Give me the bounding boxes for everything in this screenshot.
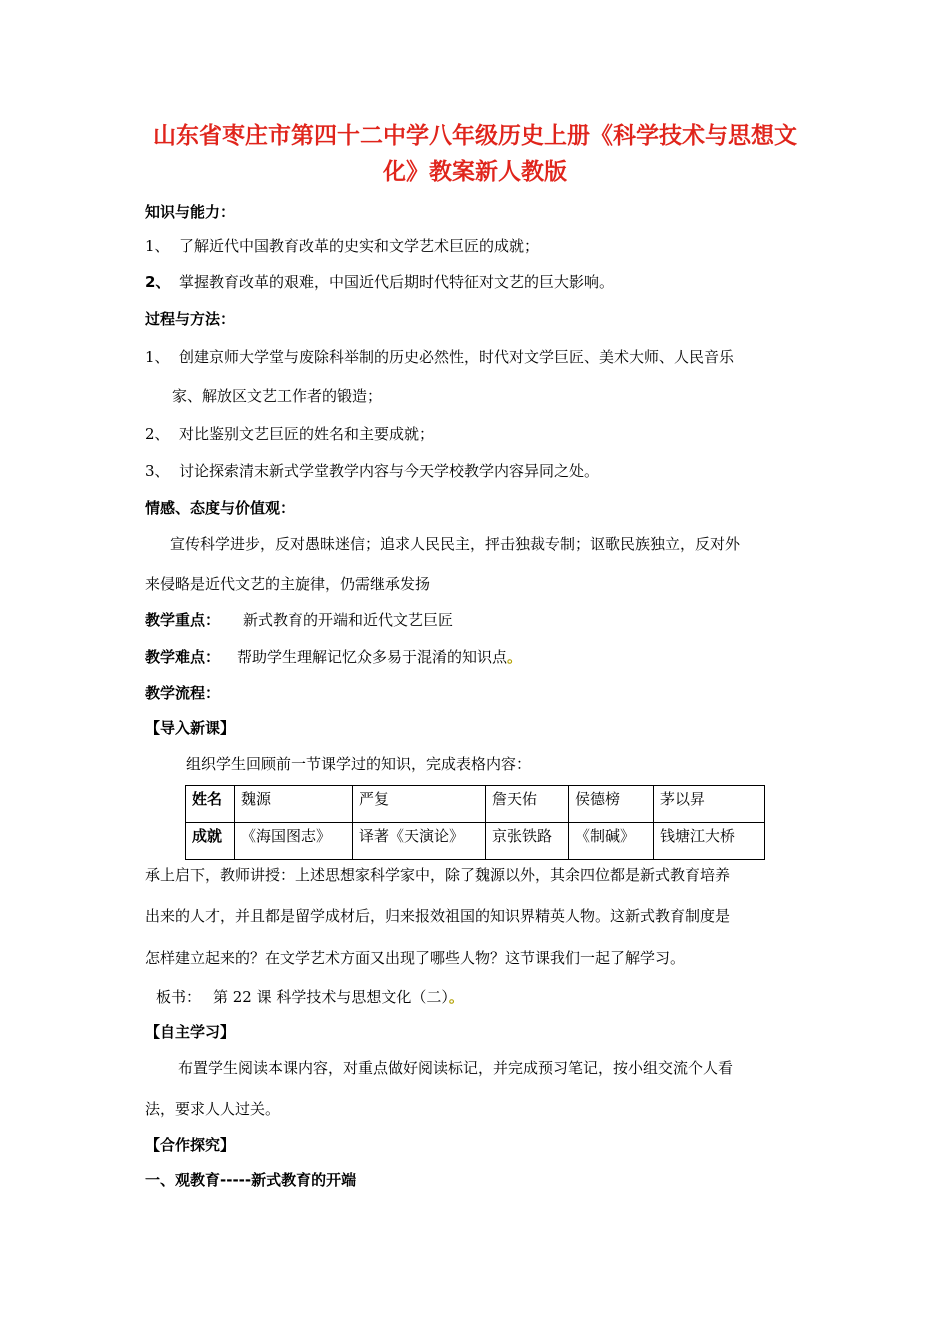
key-point-label: 教学重点： bbox=[145, 611, 221, 629]
table-cell: 严复 bbox=[353, 786, 486, 823]
knowledge-item-1 bbox=[145, 234, 539, 258]
difficulty-label: 教学难点： bbox=[145, 648, 221, 666]
board-mark: 。 bbox=[448, 988, 464, 1006]
intro-paragraph-line-1: 承上启下，教师讲授：上述思想家科学家中，除了魏源以外，其余四位都是新式教育培养 bbox=[145, 866, 731, 884]
self-study-line-1: 布置学生阅读本课内容，对重点做好阅读标记，并完成预习笔记，按小组交流个人看 bbox=[178, 1059, 734, 1077]
intro-heading: 【导入新课】 bbox=[145, 719, 236, 737]
table-row-achievements bbox=[186, 823, 765, 860]
table-header-name: 姓名 bbox=[186, 786, 235, 823]
item-text: 讨论探索清末新式学堂教学内容与今天学校教学内容异同之处。 bbox=[179, 462, 600, 480]
table-cell: 魏源 bbox=[235, 786, 353, 823]
board-writing bbox=[156, 985, 464, 1009]
item-number: 1、 bbox=[145, 237, 170, 255]
review-table bbox=[185, 785, 765, 860]
table-cell: 《海国图志》 bbox=[235, 823, 353, 860]
key-point bbox=[145, 608, 453, 632]
table-header-achievement: 成就 bbox=[186, 823, 235, 860]
item-text: 掌握教育改革的艰难，中国近代后期时代特征对文艺的巨大影响。 bbox=[179, 273, 615, 291]
table-cell: 钱塘江大桥 bbox=[654, 823, 765, 860]
process-item-1 bbox=[145, 345, 734, 369]
emotion-line-2: 来侵略是近代文艺的主旋律，仍需继承发扬 bbox=[145, 575, 431, 593]
table-cell: 詹天佑 bbox=[486, 786, 569, 823]
emotion-line-1: 宣传科学进步，反对愚昧迷信；追求人民民主，抨击独裁专制；讴歌民族独立，反对外 bbox=[170, 535, 741, 553]
knowledge-heading: 知识与能力： bbox=[145, 203, 236, 221]
item-number: 1、 bbox=[145, 348, 170, 366]
table-row-names bbox=[186, 786, 765, 823]
table-cell: 茅以昇 bbox=[654, 786, 765, 823]
item-text: 了解近代中国教育改革的史实和文学艺术巨匠的成就； bbox=[179, 237, 540, 255]
board-label: 板书： bbox=[156, 988, 202, 1006]
cooperation-section-1: 一、观教育-----新式教育的开端 bbox=[145, 1171, 357, 1189]
flow-heading: 教学流程： bbox=[145, 684, 221, 702]
intro-paragraph-line-3: 怎样建立起来的？在文学艺术方面又出现了哪些人物？这节课我们一起了解学习。 bbox=[145, 949, 686, 967]
process-item-2 bbox=[145, 422, 434, 446]
item-number: 2、 bbox=[145, 273, 171, 291]
table-cell: 《制碱》 bbox=[569, 823, 654, 860]
table-cell: 京张铁路 bbox=[486, 823, 569, 860]
self-study-line-2: 法，要求人人过关。 bbox=[145, 1100, 281, 1118]
table-cell: 译著《天演论》 bbox=[353, 823, 486, 860]
table-cell: 侯德榜 bbox=[569, 786, 654, 823]
cooperation-heading: 【合作探究】 bbox=[145, 1136, 236, 1154]
item-text: 创建京师大学堂与废除科举制的历史必然性，时代对文学巨匠、美术大师、人民音乐 bbox=[179, 348, 735, 366]
item-text: 对比鉴别文艺巨匠的姓名和主要成就； bbox=[179, 425, 435, 443]
process-item-1-continued: 家、解放区文艺工作者的锻造； bbox=[172, 387, 383, 405]
difficulty-text: 帮助学生理解记忆众多易于混淆的知识点 bbox=[237, 648, 508, 666]
emotion-heading: 情感、态度与价值观： bbox=[145, 499, 296, 517]
key-point-text: 新式教育的开端和近代文艺巨匠 bbox=[243, 611, 454, 629]
self-study-heading: 【自主学习】 bbox=[145, 1023, 236, 1041]
item-number: 2、 bbox=[145, 425, 170, 443]
difficulty-point bbox=[145, 645, 522, 669]
knowledge-item-2 bbox=[145, 270, 614, 294]
intro-paragraph-line-2: 出来的人才，并且都是留学成材后，归来报效祖国的知识界精英人物。这新式教育制度是 bbox=[145, 907, 731, 925]
document-title-line-1: 山东省枣庄市第四十二中学八年级历史上册《科学技术与思想文 bbox=[153, 123, 797, 149]
intro-instruction: 组织学生回顾前一节课学过的知识，完成表格内容： bbox=[186, 755, 532, 773]
item-number: 3、 bbox=[145, 462, 170, 480]
board-text: 第 22 课 科学技术与思想文化（二） bbox=[213, 988, 449, 1006]
process-heading: 过程与方法： bbox=[145, 310, 236, 328]
document-title-line-2: 化》教案新人教版 bbox=[383, 159, 567, 185]
difficulty-mark: 。 bbox=[507, 648, 523, 666]
process-item-3 bbox=[145, 459, 599, 483]
